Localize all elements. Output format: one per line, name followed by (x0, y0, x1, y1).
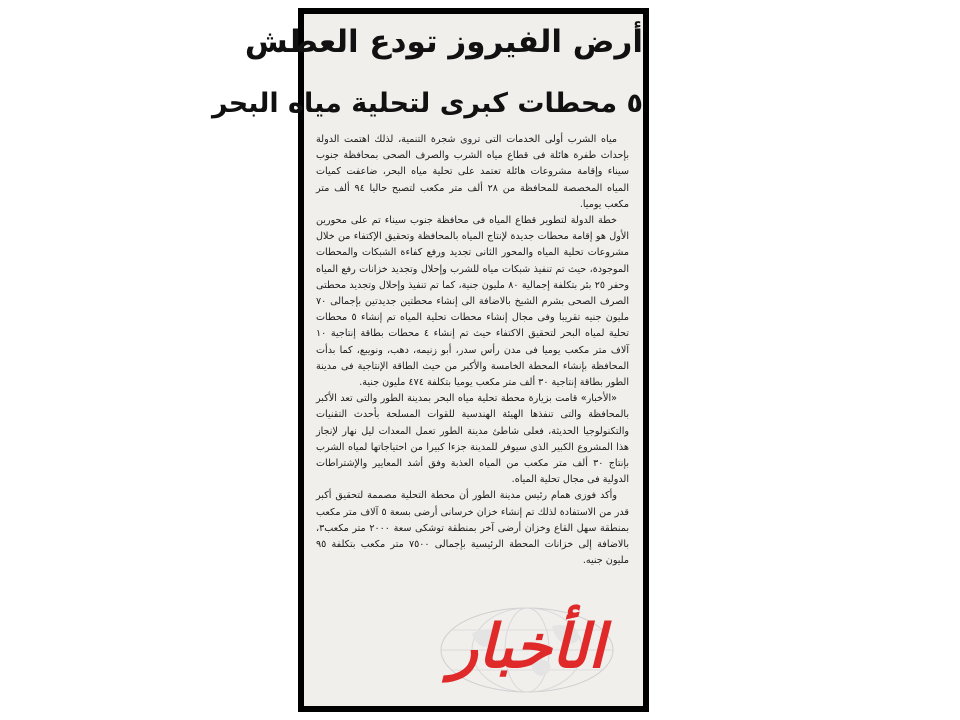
subheadline: ٥ محطات كبرى لتحلية مياه البحر (211, 88, 643, 119)
article-paragraph-2: خطة الدولة لتطوير قطاع المياه فى محافظة جنوب سيناء تم على محورين الأول هو إقامة محطات جديدة لإنتاج المياه بالمحافظة وتحقيق الإكتفاء من خلال مشروعات تحلية المياه والمحور الثانى تجديد ورفع كفاءة الشبكات والمحطات الموجودة، حيث تم تنفيذ شبكات مياه للشرب وإحلال وتجديد خزانات رفع المياه وحفر ٢٥ بئر بتكلفة إجمالية ٨٠ مليون جنية، كما تم تنفيذ وإحلال وتجديد محطتى الصرف الصحى بشرم الشيخ بالاضافة الى إنشاء محطتين جديدتين بإجمالى ٧٠ مليون جنيه تقريبا وفى مجال إنشاء محطات تحلية المياه تم إنشاء ٥ محطات تحلية لمياه البحر لتحقيق الاكتفاء حيث تم إنشاء ٤ محطات بطاقة إنتاجية ١٠ آلاف متر مكعب يوميا فى مدن رأس سدر، أبو زنيمه، دهب، ونويبع، كما بدأت المحافظة بإنشاء المحطة الخامسة والأكبر من حيث الطاقة الإنتاجية فى مدينة الطور بطاقة إنتاجية ٣٠ ألف متر مكعب يوميا بتكلفة ٤٧٤ مليون جنية. (316, 215, 630, 389)
newspaper-clipping (211, 14, 643, 706)
logo-text: الأخبار (449, 612, 605, 682)
newspaper-logo (432, 604, 622, 696)
article-paragraph-1: مياه الشرب أولى الخدمات التى تروى شجرة التنمية، لذلك اهتمت الدولة بإحداث طفرة هائلة فى قطاع مياه الشرب والصرف الصحى بمحافظة جنوب سيناء وإقامة مشروعات هائلة تعتمد على تحلية مياه البحر، ضاعفت كميات المياه المخصصة للمحافظة من ٢٨ ألف متر مكعب لتصبح حاليا ٩٤ ألف متر مكعب يوميا. (316, 134, 630, 210)
clipping-frame (211, 8, 649, 712)
article-paragraph-4: وأكد فوزى همام رئيس مدينة الطور أن محطة التحلية مصممة لتحقيق أكبر قدر من الاستفادة لذلك تم إنشاء خزان خرسانى أرضى بسعة ٥ آلاف متر مكعب بمنطقة سهل القاع وخزان أرضى آخر بمنطقة توشكى سعة ٢٠٠٠ متر مكعب٣، بالاضافة إلى خزانات المحطة الرئيسية بإجمالى ٧٥٠٠ متر مكعب بتكلفة ٩٥ مليون جنيه. (316, 490, 629, 567)
article-paragraph-3: «الأخبار» قامت بزيارة محطة تحلية مياه البحر بمدينة الطور والتى تعد الأكبر بالمحافظة والتى تنفذها الهيئة الهندسية للقوات المسلحة بأحدث التقنيات والتكنولوجيا الحديثة، فعلى شاطئ مدينة الطور تعمل المعدات ليل نهار لإنجاز هذا المشروع الكبير الذى سيوفر للمدينة جزءا كبيرا من احتياجاتها لمياه الشرب بإنتاج ٣٠ ألف متر مكعب من المياه العذبة وفق أشد المعايير والإشتراطات الدولية فى مجال تحلية المياه. (316, 393, 629, 486)
article-body (316, 132, 629, 569)
headline: أرض الفيروز تودع العطش (244, 24, 643, 60)
